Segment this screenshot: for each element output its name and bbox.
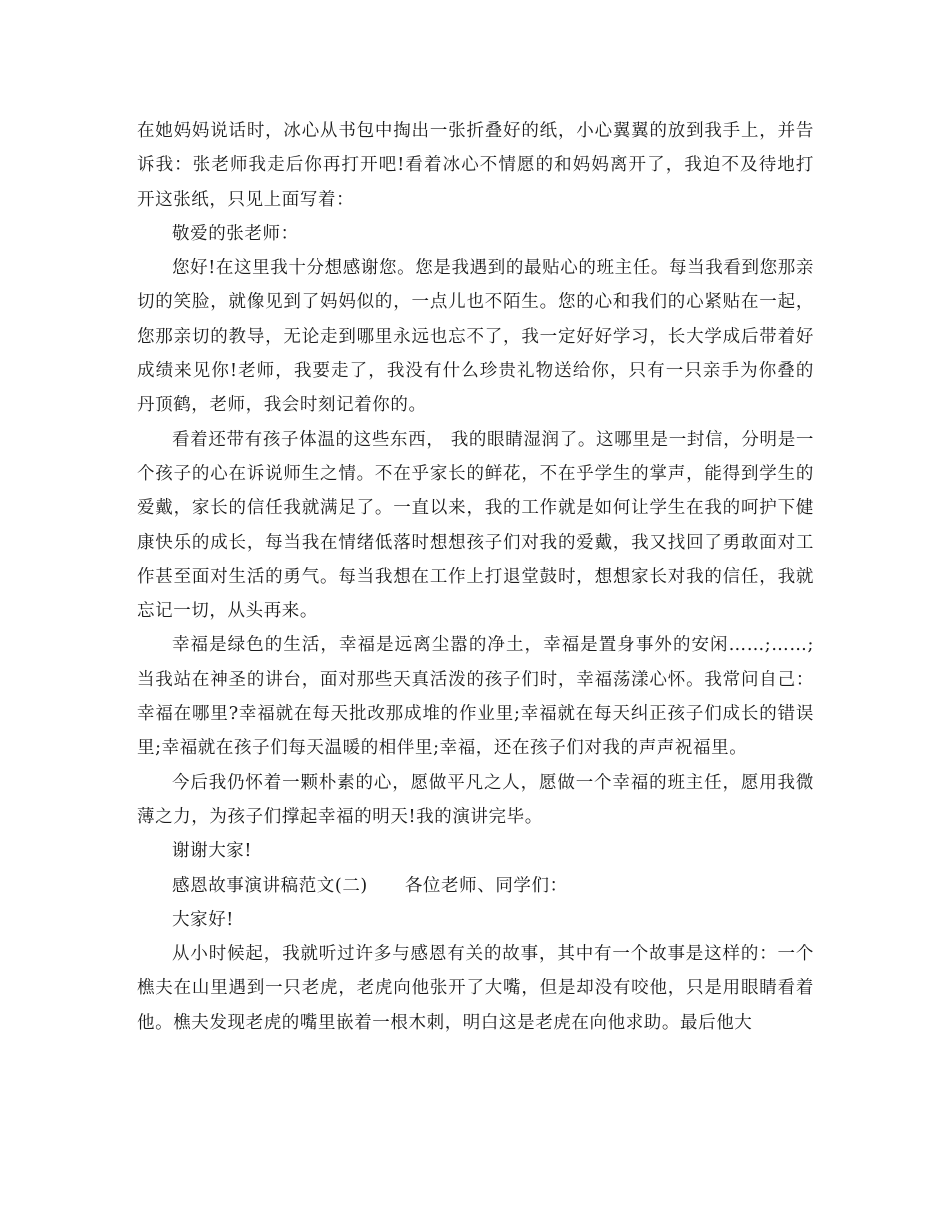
paragraph-section-heading: 感恩故事演讲稿范文(二) 各位老师、同学们： <box>172 875 568 896</box>
paragraph-opening: 在她妈妈说话时，冰心从书包中掏出一张折叠好的纸，小心翼翼的放到我手上，并告诉我：张老师我走后你再打开吧!看着冰心不情愿的和妈妈离开了，我迫不及待地打开这张纸，只见上面写着： <box>137 121 814 210</box>
paragraph-thanks: 谢谢大家! <box>172 841 253 862</box>
paragraph-story: 从小时候起，我就听过许多与感恩有关的故事，其中有一个故事是这样的：一个樵夫在山里遇到一只老虎，老虎向他张开了大嘴，但是却没有咬他，只是用眼睛看着他。樵夫发现老虎的嘴里嵌着一根木刺，明白这是老虎在向他求助。最后他大 <box>137 944 814 1033</box>
paragraph-greeting: 大家好! <box>172 909 234 930</box>
paragraph-salutation: 敬爱的张老师： <box>172 223 299 244</box>
paragraph-happiness: 幸福是绿色的生活，幸福是远离尘嚣的净土，幸福是置身事外的安闲……;……;当我站在神圣的讲台，面对那些天真活泼的孩子们时，幸福荡漾心怀。我常问自己：幸福在哪里?幸福就在每天批改那成堆的作业里;幸福就在每天纠正孩子们成长的错误里;幸福就在孩子们每天温暖的相伴里;幸福，还在孩子们对我的声声祝福里。 <box>137 635 814 759</box>
paragraph-conclusion: 今后我仍怀着一颗朴素的心，愿做平凡之人，愿做一个幸福的班主任，愿用我微薄之力，为孩子们撑起幸福的明天!我的演讲完毕。 <box>137 772 814 827</box>
paragraph-letter-body: 您好!在这里我十分想感谢您。您是我遇到的最贴心的班主任。每当我看到您那亲切的笑脸，就像见到了妈妈似的，一点儿也不陌生。您的心和我们的心紧贴在一起，您那亲切的教导，无论走到哪里永远也忘不了，我一定好好学习，长大学成后带着好成绩来见你!老师，我要走了，我没有什么珍贵礼物送给你，只有一只亲手为你叠的丹顶鹤，老师，我会时刻记着你的。 <box>137 258 814 416</box>
document-body <box>137 114 814 1040</box>
paragraph-reflection: 看着还带有孩子体温的这些东西， 我的眼睛湿润了。这哪里是一封信，分明是一个孩子的心在诉说师生之情。不在乎家长的鲜花，不在乎学生的掌声，能得到学生的爱戴，家长的信任我就满足了。一直以来，我的工作就是如何让学生在我的呵护下健康快乐的成长，每当我在情绪低落时想想孩子们对我的爱戴，我又找回了勇敢面对工作甚至面对生活的勇气。每当我想在工作上打退堂鼓时，想想家长对我的信任，我就忘记一切，从头再来。 <box>137 429 814 622</box>
